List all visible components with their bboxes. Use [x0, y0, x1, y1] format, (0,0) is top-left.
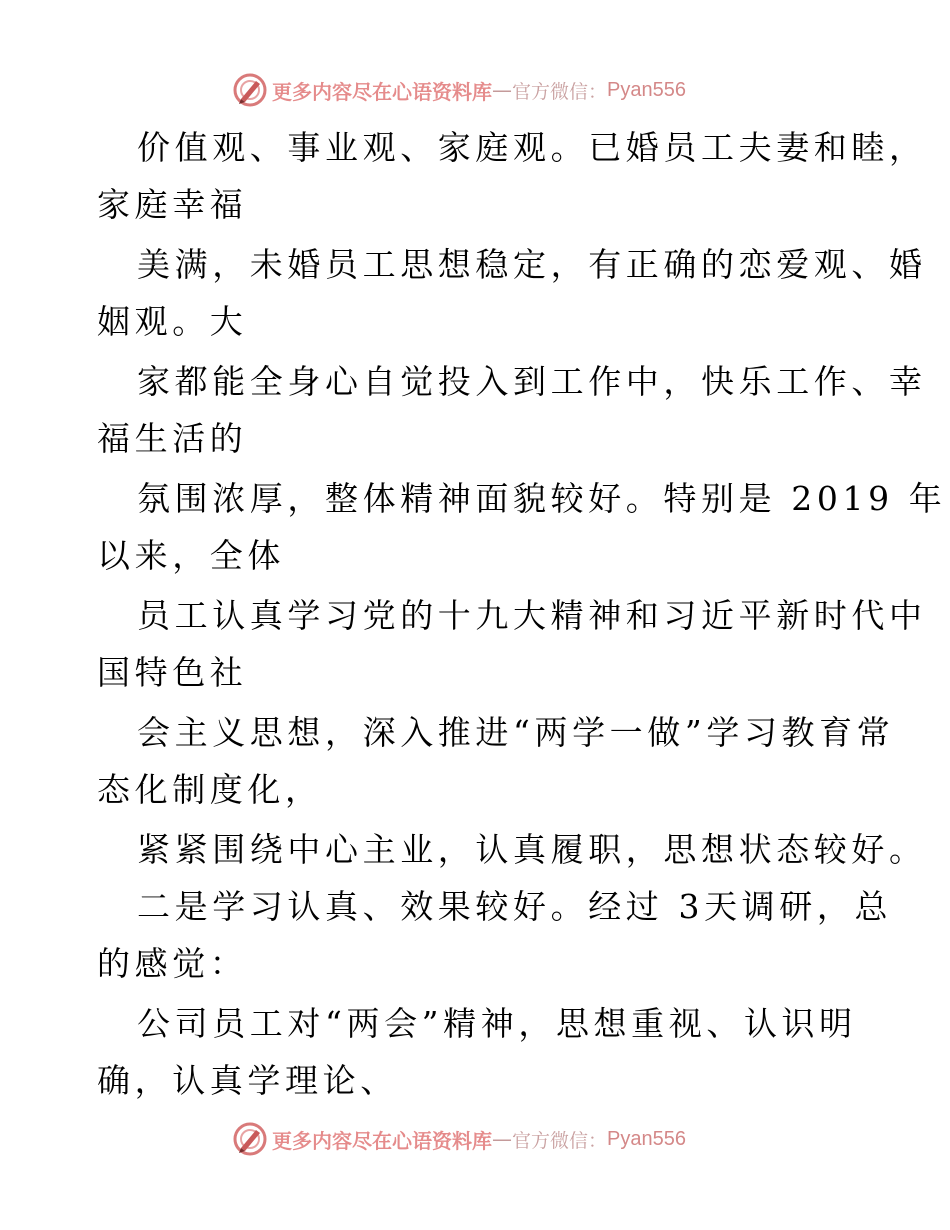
text-line: 价值观、事业观、家庭观。已婚员工夫妻和睦， [137, 128, 927, 167]
text-line: 家都能全身心自觉投入到工作中，快乐工作、幸 [137, 362, 927, 401]
text-line: 的感觉： [97, 944, 248, 983]
text-line: 氛围浓厚，整体精神面貌较好。特别是 2019 年 [137, 479, 947, 518]
watermark-id: Pyan556 [607, 1127, 686, 1150]
text-line: 家庭幸福 [97, 185, 248, 224]
pen-logo-icon [232, 1121, 268, 1157]
footer-watermark [232, 1119, 686, 1159]
text-line: 态化制度化， [97, 770, 323, 809]
text-line: 福生活的 [97, 419, 248, 458]
text-line: 美满，未婚员工思想稳定，有正确的恋爱观、婚 [137, 245, 927, 284]
text-line: 国特色社 [97, 653, 248, 692]
watermark-sub: 官方微信： [512, 1129, 608, 1152]
watermark-brand: 更多内容尽在心语资料库 [272, 1128, 492, 1153]
text-line: 二是学习认真、效果较好。经过 3天调研，总 [137, 887, 893, 926]
text-line: 会主义思想，深入推进“两学一做”学习教育常 [137, 713, 895, 752]
watermark-brand: 更多内容尽在心语资料库 [272, 79, 492, 104]
text-line: 姻观。大 [97, 302, 248, 341]
text-line: 以来，全体 [97, 536, 285, 575]
watermark-dash: — [492, 1127, 512, 1151]
text-line: 员工认真学习党的十九大精神和习近平新时代中 [137, 596, 927, 635]
text-line: 公司员工对“两会”精神，思想重视、认识明 [137, 1004, 857, 1043]
watermark-id: Pyan556 [607, 78, 686, 101]
watermark-sub: 官方微信： [512, 80, 608, 103]
watermark-dash: — [492, 78, 512, 102]
text-line: 紧紧围绕中心主业，认真履职，思想状态较好。 [137, 830, 927, 869]
text-line: 确，认真学理论、 [97, 1061, 398, 1100]
